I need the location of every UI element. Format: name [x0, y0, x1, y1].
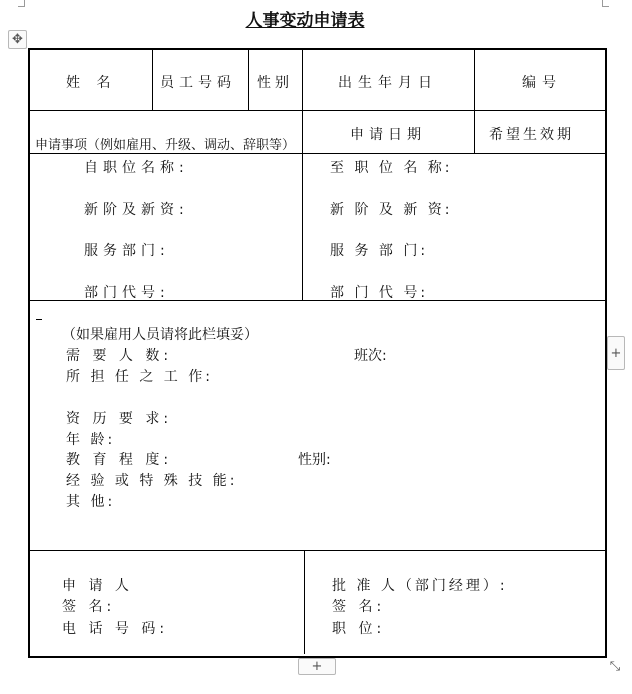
name-header: 姓 名: [66, 75, 117, 91]
headcount-label: 需 要 人 数:: [66, 348, 173, 364]
col-divider-serial: [474, 50, 475, 153]
applicant-label: 申 请 人: [62, 578, 133, 594]
shift-label: 班次:: [354, 348, 387, 364]
apply-date-header: 申请日期: [350, 127, 426, 143]
text-cursor-mark: [36, 319, 42, 320]
birth-date-header: 出生年月日: [338, 75, 438, 91]
employee-no-header: 员工号码: [160, 75, 236, 91]
education-label: 教 育 程 度:: [66, 452, 173, 468]
corner-mark-right: [602, 0, 609, 7]
duty-label: 所 担 任 之 工 作:: [66, 369, 213, 385]
add-column-button[interactable]: +: [607, 336, 625, 370]
from-code-label: 部门代号:: [84, 285, 170, 301]
to-dept-label: 服 务 部 门:: [330, 243, 429, 259]
position-label: 职 位:: [332, 621, 386, 637]
row-divider-4: [30, 550, 605, 551]
sex-label: 性别:: [298, 452, 331, 468]
table-move-icon[interactable]: ✥: [8, 30, 27, 49]
row-divider-1: [30, 110, 605, 111]
form-title: 人事变动申请表: [245, 11, 365, 31]
add-row-button[interactable]: +: [298, 658, 336, 675]
phone-label: 电 话 号 码:: [62, 621, 169, 637]
to-code-label: 部 门 代 号:: [330, 285, 429, 301]
col-divider-empno: [248, 50, 249, 110]
from-grade-label: 新阶及新资:: [84, 202, 189, 218]
col-divider-middle: [302, 50, 303, 300]
table-resize-icon[interactable]: ⤡: [609, 658, 621, 674]
serial-no-header: 编号: [522, 75, 562, 91]
col-divider-sign: [304, 550, 305, 654]
matter-header: 申请事项（例如雇用、升级、调动、辞职等）: [35, 138, 296, 153]
approver-label: 批 准 人（部门经理）:: [332, 578, 508, 594]
row-divider-2: [30, 153, 605, 154]
experience-label: 资 历 要 求:: [66, 411, 173, 427]
effective-date-header: 希望生效期: [489, 127, 574, 143]
to-title-label: 至 职 位 名 称:: [330, 160, 453, 176]
gender-header: 性别: [257, 75, 293, 91]
col-divider-name: [152, 50, 153, 110]
signature-left-label: 签 名:: [62, 599, 116, 615]
hire-note: （如果雇用人员请将此栏填妥）: [62, 327, 258, 343]
skills-label: 经 验 或 特 殊 技 能:: [66, 473, 238, 489]
age-label: 年 龄:: [66, 432, 116, 448]
to-grade-label: 新 阶 及 新 资:: [330, 202, 453, 218]
corner-mark-left: [18, 0, 25, 7]
signature-right-label: 签 名:: [332, 599, 386, 615]
other-label: 其 他:: [66, 494, 116, 510]
from-dept-label: 服务部门:: [84, 243, 170, 259]
from-title-label: 自职位名称:: [84, 160, 189, 176]
